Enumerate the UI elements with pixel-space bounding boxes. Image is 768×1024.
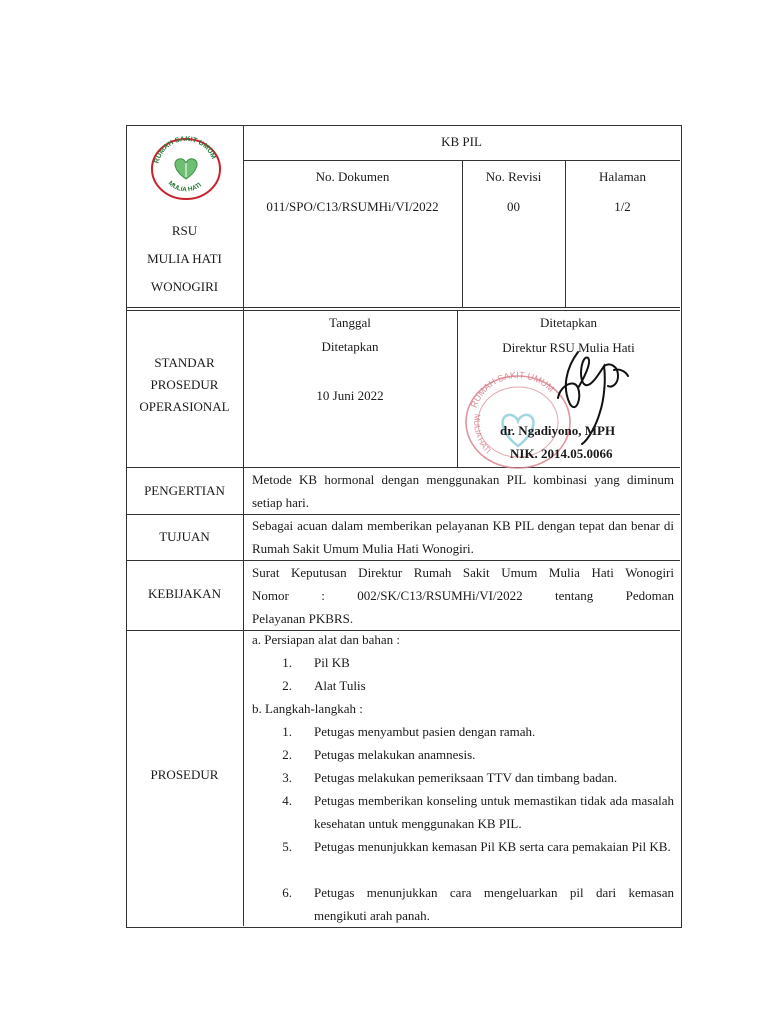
category-line-3: OPERASIONAL	[139, 399, 230, 414]
category-line-1: STANDAR	[154, 355, 215, 370]
kebijakan-line-2: Nomor : 002/SK/C13/RSUMHi/VI/2022 tentang Pedoman	[252, 588, 674, 603]
category-line-2: PROSEDUR	[150, 377, 219, 392]
date-label-line-2: Ditetapkan	[321, 339, 379, 354]
doc-number-value: 011/SPO/C13/RSUMHi/VI/2022	[266, 199, 439, 214]
document-title: KB PIL	[441, 134, 482, 149]
svg-text:MULIA HATI: MULIA HATI	[166, 179, 203, 194]
page-label: Halaman	[599, 169, 646, 184]
approver-name: dr. Ngadiyono, MPH	[500, 423, 616, 438]
header-bottom-line	[126, 307, 680, 308]
org-line-3: WONOGIRI	[150, 279, 219, 294]
svg-text:MULIA HATI: MULIA HATI	[472, 413, 493, 456]
steps-heading: b. Langkah-langkah :	[252, 701, 363, 716]
approved-label: Ditetapkan	[539, 315, 598, 330]
pengertian-label: PENGERTIAN	[144, 483, 225, 498]
kebijakan-text	[252, 561, 674, 630]
org-line-1: RSU	[171, 223, 198, 238]
kebijakan-line-1: Surat Keputusan Direktur Rumah Sakit Umum Mulia Hati Wonogiri	[252, 565, 674, 580]
doc-number-label: No. Dokumen	[315, 169, 390, 184]
hospital-logo	[148, 133, 224, 201]
date-label-line-1: Tanggal	[329, 315, 371, 330]
revision-label: No. Revisi	[485, 169, 542, 184]
kebijakan-line-3: Pelayanan PKBRS.	[252, 611, 354, 626]
svg-text:RUMAH SAKIT UMUM: RUMAH SAKIT UMUM	[153, 135, 217, 165]
approver-nik: NIK. 2014.05.0066	[510, 446, 613, 461]
svg-text:RUMAH SAKIT UMUM: RUMAH SAKIT UMUM	[468, 370, 557, 410]
page-value: 1/2	[614, 199, 631, 214]
prep-heading: a. Persiapan alat dan bahan :	[252, 632, 400, 647]
date-value: 10 Juni 2022	[316, 388, 384, 403]
organization-name	[126, 217, 243, 301]
left-column-divider	[243, 125, 244, 926]
tujuan-text: Sebagai acuan dalam memberikan pelayanan KB PIL dengan tepat dan benar di Rumah Sakit Umum Mulia Hati Wonogiri.	[252, 518, 674, 556]
approver-title: Direktur RSU Mulia Hati	[502, 340, 635, 355]
document-page: RUMAH SAKIT UMUM MULIA HATI RSU MULIA HATI WONOGIRI KB PIL No. Dokumen 011/SPO/C13/RSUMHi/VI/2022 No. Revisi 00 Halaman 1/2 STANDAR PROSEDUR OPERASIONAL Tanggal Ditetapkan 10 Juni 2022 RUMAH SAKIT UMUM MULIA HATI Ditetapkan Direktur RSU Mulia Hati dr. Ngadiyono, MPH NIK. 2014.05.0066 PENGERTIAN Metode KB hormonal dengan menggunakan PIL kombinasi yang diminum setiap hari. TUJUAN Sebagai acuan dalam memberikan pelayanan KB PIL dengan tepat dan benar di Rumah Sakit Umum Mulia Hati Wonogiri. KEBIJAKAN Surat Keputusan Direktur Rumah Sakit Umum Mulia Hati Wonogiri Nomor : 002/SK/C13/RSUMHi/VI/2022 tentang Pedoman Pelayanan PKBRS. PROSEDUR a. Persiapan alat dan bahan : 1. Pil KB 2. Alat Tulis b. Langkah-langkah : 1. Petugas menyambut pasien dengan ramah. 2. Petugas melakukan anamnesis. 3. Petugas melakukan pemeriksaan TTV dan timbang badan. 4. Petugas memberikan konseling untuk memastikan tidak ada masalah kesehatan untuk menggunakan KB PIL. 5. Petugas menunjukkan kemasan Pil KB serta cara pemakaian Pil KB. 6. Petugas menunjukkan cara mengeluarkan pil dari kemasan mengikuti arah panah.	[0, 0, 768, 1024]
tujuan-label: TUJUAN	[159, 529, 210, 544]
kebijakan-label: KEBIJAKAN	[148, 586, 221, 601]
sop-category	[126, 352, 243, 418]
org-line-2: MULIA HATI	[147, 251, 222, 266]
prosedur-label: PROSEDUR	[150, 767, 219, 782]
pengertian-text: Metode KB hormonal dengan menggunakan PIL kombinasi yang diminum setiap hari.	[252, 472, 674, 510]
revision-value: 00	[507, 199, 520, 214]
